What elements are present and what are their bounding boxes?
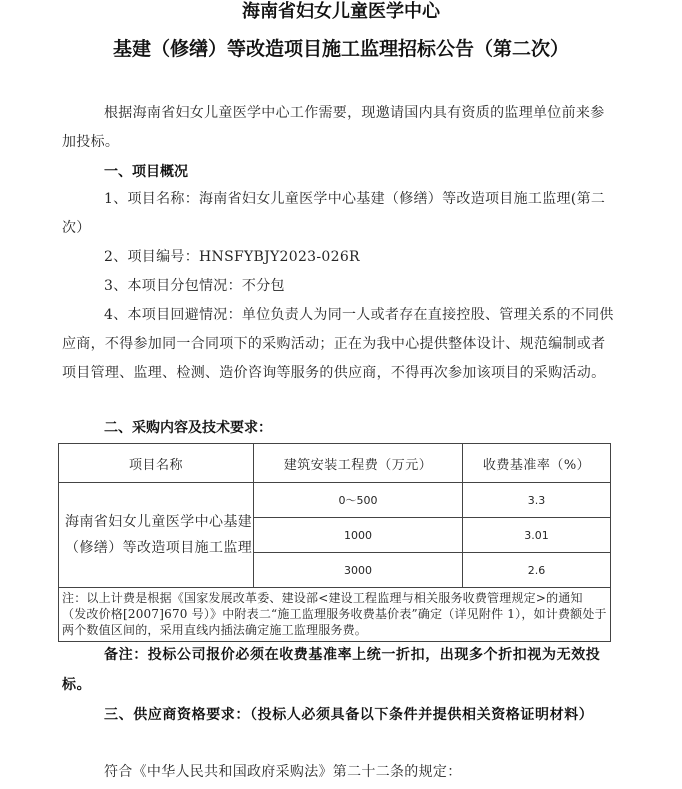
header-construction-cost: 建筑安装工程费（万元） — [254, 444, 463, 483]
lot-info-item: 3、本项目分包情况：不分包 — [104, 278, 285, 294]
rate-cell: 3.01 — [463, 518, 611, 553]
document-title-line2: 基建（修缮）等改造项目施工监理招标公告（第二次） — [112, 38, 569, 60]
rate-cell: 2.6 — [463, 553, 611, 588]
fee-table-header-row — [59, 444, 611, 483]
project-number-item: 2、项目编号：HNSFYBJY2023-026R — [104, 249, 360, 265]
intro-paragraph: 根据海南省妇女儿童医学中心工作需要，现邀请国内具有资质的监理单位前来参加投标。 — [62, 105, 605, 150]
avoidance-item: 4、本项目回避情况：单位负责人为同一人或者存在直接控股、管理关系的不同供应商，不得参加同一合同项下的采购活动；正在为我中心提供整体设计、规范编制或者项目管理、监理、检测、造价咨询等服务的供应商，不得再次参加该项目的采购活动。 — [62, 307, 614, 381]
cost-cell: 0～500 — [254, 483, 463, 518]
section2-heading: 二、采购内容及技术要求： — [104, 420, 272, 436]
table-row — [59, 483, 611, 518]
section3-heading: 三、供应商资格要求：（投标人必须具备以下条件并提供相关资格证明材料） — [104, 707, 594, 723]
header-project-name: 项目名称 — [59, 444, 254, 483]
fee-table-note: 注：以上计费是根据《国家发展改革委、建设部<建设工程监理与相关服务收费管理规定>的通知（发改价格[2007]670 号）》中附表二“施工监理服务收费基价表”确定（详见附件 1），如计费额处于两个数值区间的，采用直线内插法确定施工监理服务费。 — [59, 588, 611, 642]
project-name-cell: 海南省妇女儿童医学中心基建（修缮）等改造项目施工监理 — [59, 483, 254, 588]
fee-table-note-row — [59, 588, 611, 642]
section1-heading: 一、项目概况 — [104, 164, 188, 180]
bid-remark: 备注：投标公司报价必须在收费基准率上统一折扣，出现多个折扣视为无效投标。 — [62, 647, 601, 693]
rate-cell: 3.3 — [463, 483, 611, 518]
document-title-line1: 海南省妇女儿童医学中心 — [242, 1, 440, 22]
fee-table — [58, 443, 611, 642]
header-fee-rate: 收费基准率（%） — [463, 444, 611, 483]
project-name-item: 1、项目名称：海南省妇女儿童医学中心基建（修缮）等改造项目施工监理(第二次） — [62, 191, 606, 236]
section3-text: 符合《中华人民共和国政府采购法》第二十二条的规定： — [104, 764, 462, 780]
cost-cell: 3000 — [254, 553, 463, 588]
cost-cell: 1000 — [254, 518, 463, 553]
